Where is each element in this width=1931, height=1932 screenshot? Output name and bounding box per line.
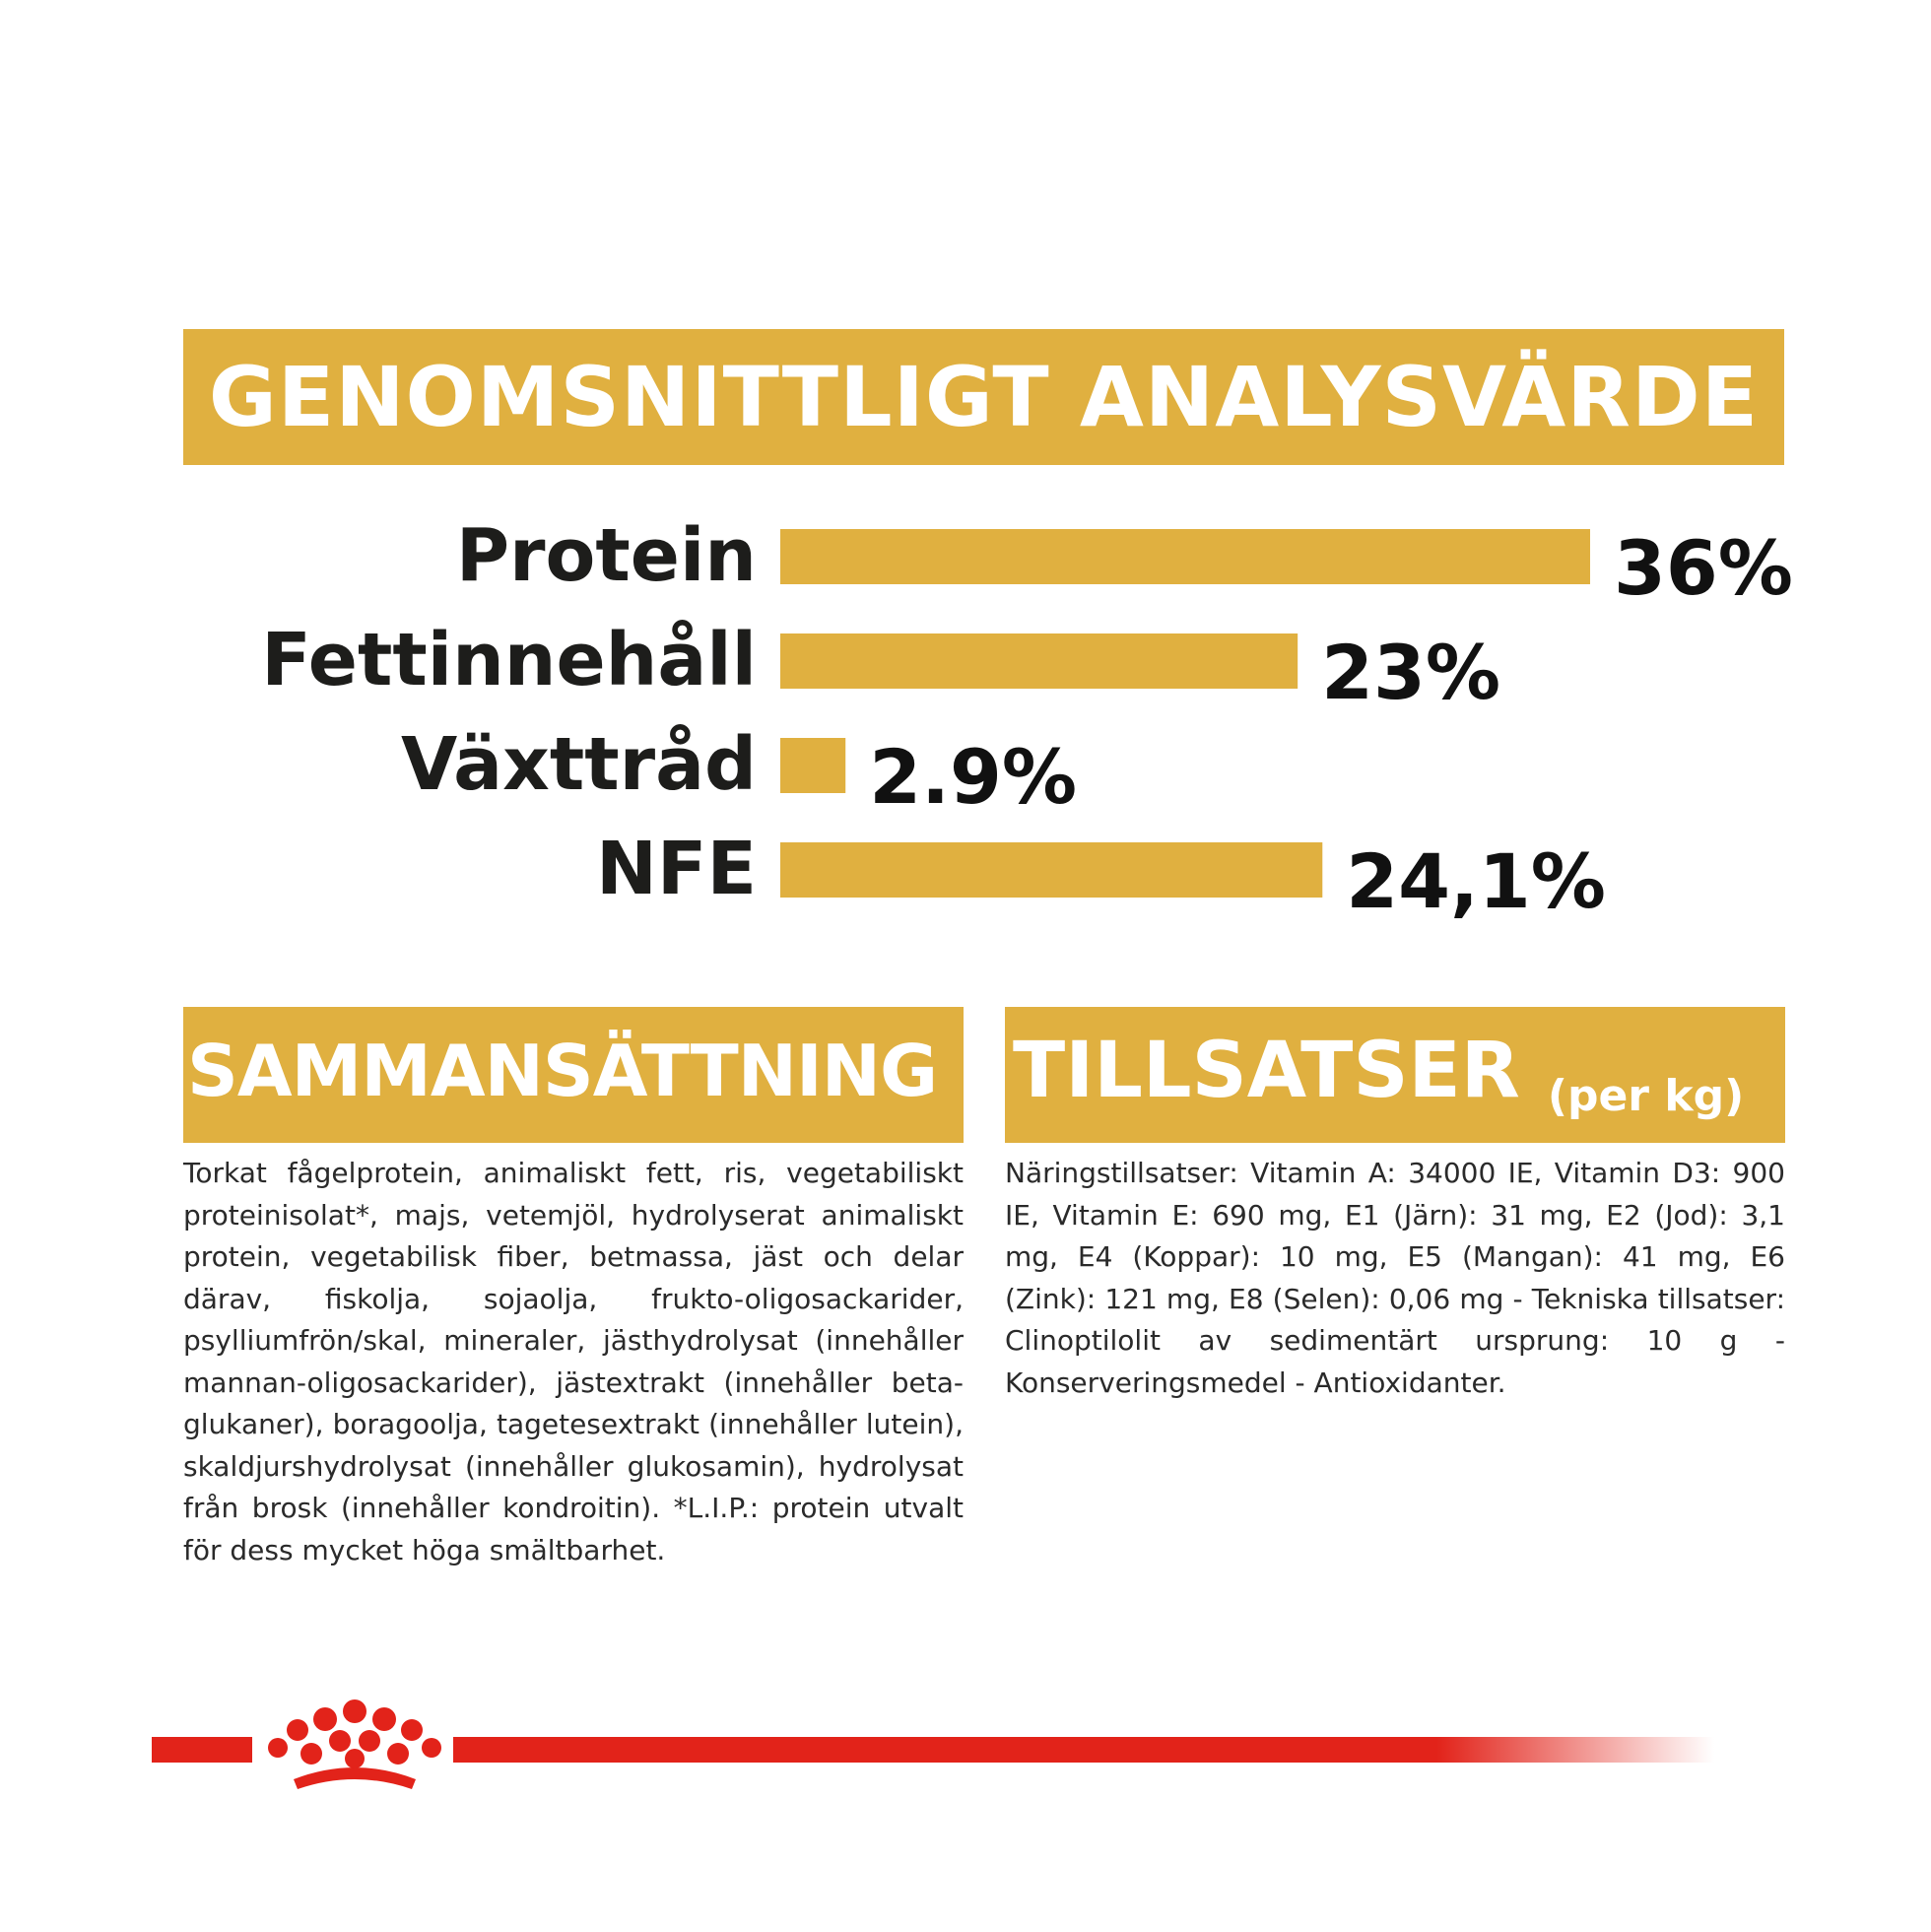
value-label-0: 36% bbox=[1614, 524, 1793, 612]
category-label-2: Växttråd bbox=[400, 722, 757, 807]
composition-title-banner bbox=[183, 1007, 964, 1143]
royal-canin-crown-icon bbox=[268, 1699, 441, 1789]
analysis-title: GENOMSNITTLIGT ANALYSVÄRDE bbox=[208, 349, 1760, 445]
composition-title: SAMMANSÄTTNING bbox=[187, 1030, 938, 1112]
composition-text: Torkat fågelprotein, animaliskt fett, ris, vegetabiliskt proteinisolat*, majs, vetemjöl, hydrolyserat animaliskt protein, vegetabilisk fiber, betmassa, jäst och delar därav, fiskolja, sojaolja, frukto-oligosackarider, psylliumfrön/skal, mineraler, jästhydrolysat (innehåller mannan-oligosackarider), jästextrakt (innehåller beta-glukaner), boragoolja, tagetesextrakt (innehåller lutein), skaldjurshydrolysat (innehåller glukosamin), hydrolysat från brosk (innehåller kondroitin). *L.I.P.: protein utvalt för dess mycket höga smältbarhet. bbox=[183, 1157, 964, 1566]
footer-line-left bbox=[152, 1737, 252, 1763]
bar-3 bbox=[780, 842, 1322, 898]
footer-line-right bbox=[453, 1737, 1714, 1763]
bar-2 bbox=[780, 738, 845, 793]
analysis-bar-chart bbox=[0, 473, 1931, 926]
bar-1 bbox=[780, 633, 1298, 689]
additives-subtitle: (per kg) bbox=[1547, 1071, 1745, 1121]
category-label-0: Protein bbox=[455, 513, 757, 598]
brand-footer bbox=[148, 1695, 1724, 1803]
category-label-1: Fettinnehåll bbox=[261, 618, 757, 702]
analysis-title-banner bbox=[183, 329, 1784, 465]
value-label-2: 2.9% bbox=[869, 733, 1077, 821]
category-label-3: NFE bbox=[595, 827, 757, 911]
value-label-3: 24,1% bbox=[1346, 837, 1606, 925]
value-label-1: 23% bbox=[1321, 629, 1501, 716]
additives-title: TILLSATSER bbox=[1013, 1027, 1520, 1115]
additives-text: Näringstillsatser: Vitamin A: 34000 IE, Vitamin D3: 900 IE, Vitamin E: 690 mg, E1 (Järn): 31 mg, E2 (Jod): 3,1 mg, E4 (Koppar): 10 mg, E5 (Mangan): 41 mg, E6 (Zink): 121 mg, E8 (Selen): 0,06 mg - Tekniska tillsatser: Clinoptilolit av sedimentärt ursprung: 10 g - Konserveringsmedel - Antioxidanter. bbox=[1005, 1157, 1785, 1399]
additives-title-banner bbox=[1005, 1007, 1785, 1143]
bar-0 bbox=[780, 529, 1590, 584]
